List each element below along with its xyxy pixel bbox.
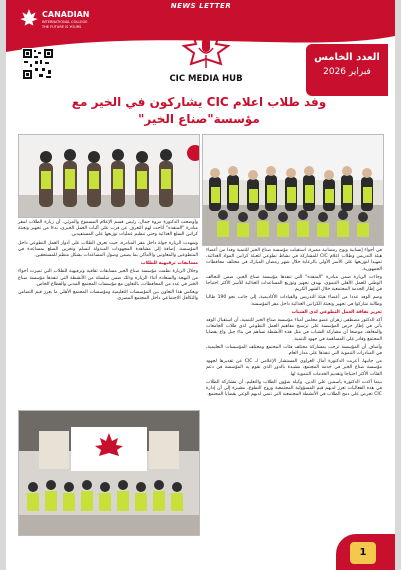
volunteers-group-photo bbox=[202, 134, 384, 246]
media-hub-logo bbox=[156, 24, 256, 92]
article-left-column: وأوضحت الدكتورة مروة جمال، رئيس قسم الإعلام المسموع والمرئي، أن زيارة الطلاب لمقر مبادرة "المنقذه" أتاحت لهم التعرف عن قرب على آليات العمل الخيري، بدءا من تجهيز وتعبئة كراتين السلع الغذائية وحتى تنظيم عمليات توزيعها على المستفيدين. وشهدت الزيارة جولة داخل مقر المبادرة، حيث تعرف الطلاب على أدوار العمل التطوعي داخل المؤسسة، إضافة إلى مشاهدة المجهودات المبذولة لتسلم وتخزين السلع بمساعدة في المتطوعين والمعاونين والأماكن بما يضمن وصول المساعدات بشكل منظم للمستحقين. مسابقات ترفيهية للطلاب وخلال الزيارة نظمت مؤسسة صناع الخير مسابقات ثقافية وترفيهية للطلاب التي تميزت أجواء من البهجة والسعادة أثناء الزيارة وذلك ضمن سلسلة من الأنشطة التي تنفذها مؤسسة صناع الخير في عدد من المحافظات، بالتعاون مع مؤسسات المجتمع المدني والقطاع الخاص. ويعكس هذا التعاون بين المؤسسات التعليمية ومؤسسات المجتمع الأهلي ما يعزز قيم التضامن والتكافل الاجتماعي داخل المجتمع المصري. bbox=[18, 220, 198, 302]
maple-leaf-icon bbox=[18, 8, 40, 30]
maple-leaf-microphone-icon bbox=[178, 24, 234, 74]
article-title: وفد طلاب اعلام CIC يشاركون في الخير مع مؤسسة"صناع الخير" bbox=[71, 95, 327, 126]
qr-code-icon[interactable] bbox=[22, 48, 54, 80]
page-number: 1 bbox=[350, 542, 376, 564]
college-logo bbox=[14, 6, 94, 36]
students-banner-photo bbox=[18, 410, 200, 536]
media-hub-title: CIC MEDIA HUB bbox=[169, 74, 243, 84]
faculty-group-photo bbox=[18, 134, 200, 218]
college-name: CANADIAN bbox=[42, 10, 90, 19]
article-right-column: في أجواء إنسانية ويوح رمضانية مميزة، استقبلت مؤسسة صناع الخير للتنمية وفدا من أعضاء هيئة التدريس وطلاب اعلام CIC للمشاركة في نشاط تطوعي لتعبئة كراتين المواد الغذائية، تمهيدا لتوزيعها على الأسر الأولى بالرعاية خلال شهر رمضان المبارك في مختلف محافظات الجمهورية. وجاءت الزيارة ضمن مبادرة "المنقذه" التي تنفذها مؤسسة صناع الخير، ضمن التحالف الوطني للعمل الأهلي التنموي، بهدف تجهيز وتوزيع المساعدات الغذائية للأسر الأكثر احتياجا في إطار الخدمة المجتمعية خلال الشهر الكريم. وضم الوفد عددا من أعضاء هيئة التدريس والقيادات الأكاديمية، إلى جانب نحو 190 طالبا وطالبة شاركوا في تجهيز وتعبئة الكراتين الغذائية داخل مقر المؤسسة. تعزيز ثقافة العمل التطوعي لدى الشباب أكد الدكتور مصطفى زهران عضو مجلس أمناء مؤسسة صناع الخير للتنمية، أن استقبال الوفد يأتي في إطار حرص المؤسسة على ترسيخ مفاهيم العمل التطوعي لدى طلاب الجامعات والمعاهد، موضحا أن مشاركة الشباب في مثل هذه الأنشطة تساهم في بناء جيل واع بقضايا المجتمع وقادر على المساهمة في جهود التنمية. وأضاف أن المؤسسة ترحب بمشاركة مختلف فئات المجتمع ومختلف المؤسسات التعليمية، في المبادرات التنموية التي تنفذها على مدار العام. من جانبها، أعربت الدكتورة أمال الغزاوي المستشار الإعلامي لـ CIC عن تقديرها لجهود مؤسسة صناع الخير في خدمة المجتمع، مشيدة بالدور الذي تقوم به المؤسسة في دعم الفئات الأكثر احتياجا وتقديم الخدمات التنموية لها. بينما أكدت الدكتورة ياسمين علي الدين، وكيلة شؤون الطلاب والتعليم، أن مشاركة الطلاب في هذه الفعاليات تعزز لديهم قيم المسؤولية المجتمعية وروح التطوع، مشيرة إلى أن إدارة CIC تحرص على دمج الطلاب في الأنشطة المجتمعية التي تنمي لديهم الوعي بقضايا المجتمع. bbox=[206, 248, 383, 398]
left-subheading: مسابقات ترفيهية للطلاب bbox=[140, 261, 198, 267]
issue-badge bbox=[306, 44, 388, 96]
newsletter-page bbox=[6, 0, 395, 570]
newsletter-tag: NEWS LETTER bbox=[170, 2, 232, 10]
college-sub: INTERNATIONAL COLLEGE THE FUTURE IS YOURS bbox=[42, 20, 88, 29]
issue-date: فبراير 2026 bbox=[323, 67, 371, 77]
right-subheading: تعزيز ثقافة العمل التطوعي لدى الشباب bbox=[291, 309, 382, 315]
issue-label: العدد الخامس bbox=[314, 52, 380, 63]
